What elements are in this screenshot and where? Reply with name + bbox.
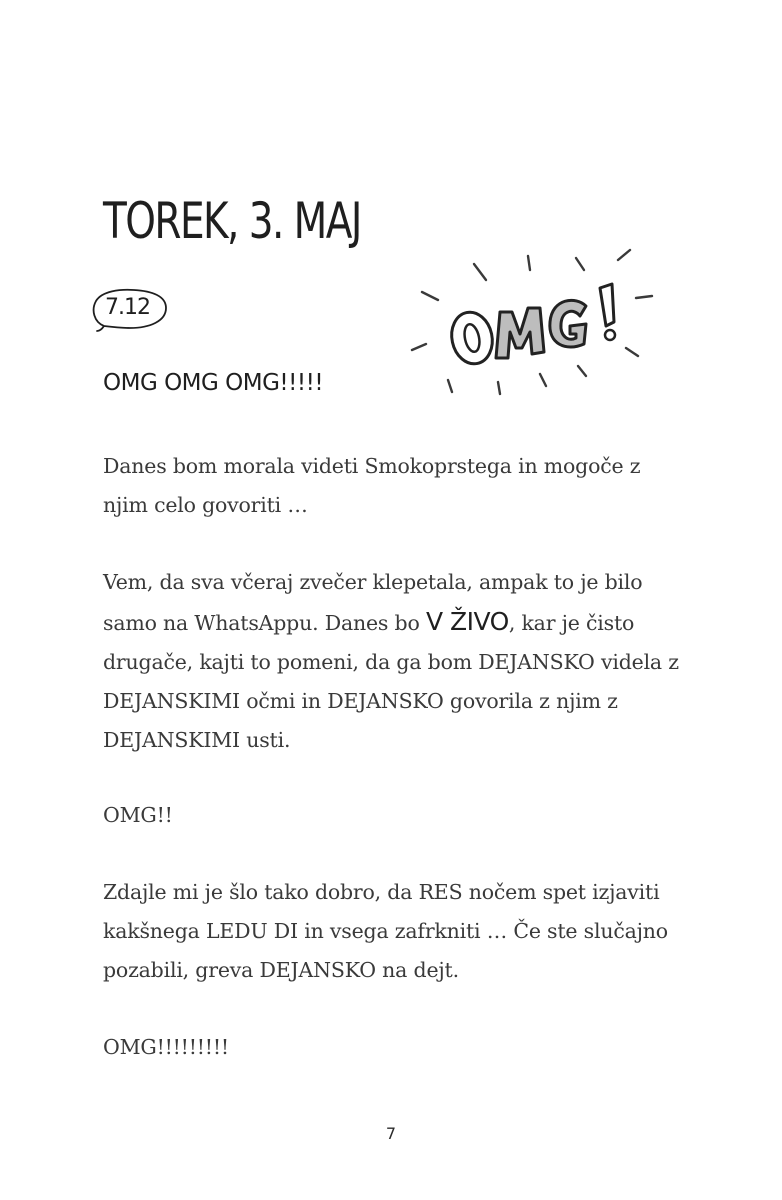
paragraph-4: Zdajle mi je šlo tako dobro, da RES nočem spet izjaviti kakšnega LEDU DI in vsega zafrkniti … Če ste slučajno pozabili, greva DEJANSKO na dejt. <box>103 880 668 982</box>
entry-exclamation: OMG OMG OMG!!!!! <box>103 370 324 396</box>
omg-burst-illustration <box>400 240 670 405</box>
paragraph-2-end: , kar je čisto drugače, kajti to pomeni, da ga bom DEJANSKO videla z DEJANSKIMI očmi in DEJANSKO govorila z njim z DEJANSKIMI usti. <box>103 611 679 752</box>
paragraph-3: OMG!! <box>103 803 173 827</box>
paragraph-1: Danes bom morala videti Smokoprstega in mogoče z njim celo govoriti … <box>103 454 641 517</box>
time-bubble <box>90 288 168 332</box>
entry-time: 7.12 <box>105 295 150 320</box>
emphasis-v-zivo: V ŽIVO <box>425 607 509 636</box>
paragraph-2 <box>103 563 688 760</box>
paragraph-5: OMG!!!!!!!!! <box>103 1035 229 1059</box>
paragraph-2-start: Vem, da sva včeraj zvečer klepetala, ampak to je bilo samo na WhatsAppu. Danes bo <box>103 570 643 635</box>
date-heading: TOREK, 3. MAJ <box>103 192 361 250</box>
page-number: 7 <box>385 1124 397 1143</box>
